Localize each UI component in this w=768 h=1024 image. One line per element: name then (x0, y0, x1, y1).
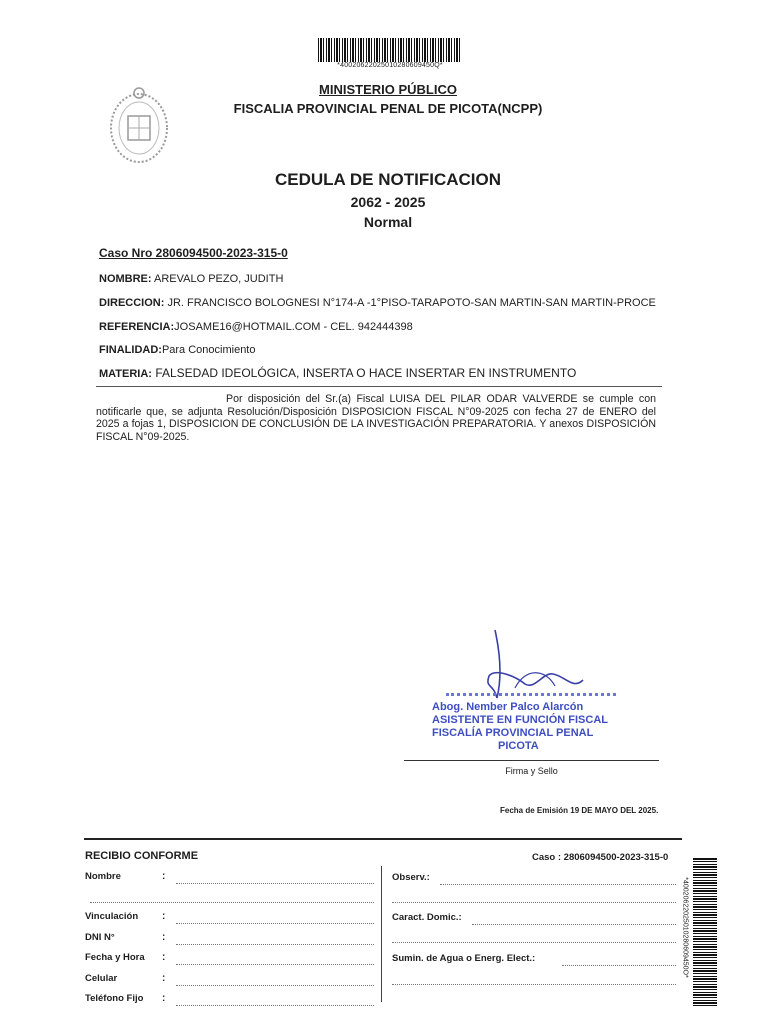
receipt-label-fecha-hora: Fecha y Hora (85, 952, 145, 963)
barcode-top (318, 38, 461, 62)
referencia-label: REFERENCIA: (99, 321, 175, 333)
materia-value: FALSEDAD IDEOLÓGICA, INSERTA O HACE INSERTAR EN INSTRUMENTO (155, 366, 577, 380)
nombre-label: NOMBRE: (99, 273, 152, 285)
field-referencia (99, 321, 413, 333)
stamp-line-4: PICOTA (498, 740, 539, 752)
receipt-label-observ: Observ.: (392, 872, 430, 883)
materia-label: MATERIA: (99, 368, 152, 380)
receipt-column-divider (381, 866, 382, 1002)
signature-line (404, 760, 659, 761)
direccion-value: JR. FRANCISCO BOLOGNESI N°174-A -1°PISO-TARAPOTO-SAN MARTIN-SAN MARTIN-PROCE (167, 297, 656, 309)
document-title: CEDULA DE NOTIFICACION (274, 170, 502, 189)
field-nombre (99, 273, 283, 285)
barcode-side-caption: *40020622025010280609450O* (681, 877, 689, 978)
direccion-label: DIRECCION: (99, 297, 165, 309)
stamp-line-1: Abog. Nember Palco Alarcón (432, 701, 584, 713)
field-direccion (99, 297, 677, 309)
colon: : (162, 973, 166, 984)
receipt-case: Caso : 2806094500-2023-315-0 (532, 852, 669, 863)
receipt-label-suministro: Sumin. de Agua o Energ. Elect.: (392, 953, 536, 964)
finalidad-label: FINALIDAD: (99, 344, 162, 356)
referencia-value: JOSAME16@HOTMAIL.COM - CEL. 942444398 (174, 321, 413, 333)
nombre-input-line-2[interactable] (90, 902, 374, 903)
receipt-label-telefono: Teléfono Fijo (85, 993, 144, 1004)
receipt-label-vinculacion: Vinculación (85, 911, 139, 922)
receipt-label-caract: Caract. Domic.: (392, 912, 462, 923)
barcode-caption: *40020622025010280609450Q* (337, 62, 443, 69)
signature-label: Firma y Sello (505, 766, 558, 776)
nombre-value: AREVALO PEZO, JUDITH (154, 273, 284, 285)
receipt-label-dni: DNI N° (85, 932, 115, 943)
office-name: FISCALIA PROVINCIAL PENAL DE PICOTA(NCPP) (233, 101, 543, 116)
case-number: Caso Nro 2806094500-2023-315-0 (99, 246, 288, 260)
receipt-label-nombre: Nombre (85, 871, 121, 882)
official-stamp (432, 693, 612, 753)
field-materia (99, 366, 576, 380)
vinculacion-input-line[interactable] (176, 923, 374, 924)
observ-input-line[interactable] (440, 884, 676, 885)
suministro-input-line[interactable] (562, 965, 676, 966)
dni-input-line[interactable] (176, 944, 374, 945)
barcode-side (693, 858, 717, 1006)
stamp-line-3: FISCALÍA PROVINCIAL PENAL (432, 727, 594, 739)
ministry-name: MINISTERIO PÚBLICO (319, 82, 457, 97)
colon: : (162, 911, 166, 922)
caract-input-line[interactable] (472, 924, 676, 925)
celular-input-line[interactable] (176, 985, 374, 986)
receipt-title: RECIBIO CONFORME (85, 850, 199, 862)
notification-body (96, 393, 656, 443)
receipt-label-celular: Celular (85, 973, 118, 984)
stamp-dots (446, 693, 616, 696)
colon: : (162, 932, 166, 943)
emission-date: Fecha de Emisión 19 DE MAYO DEL 2025. (500, 806, 659, 815)
divider (96, 386, 662, 387)
nombre-input-line[interactable] (176, 883, 374, 884)
finalidad-value: Para Conocimiento (161, 344, 256, 356)
suministro-input-line-2[interactable] (392, 984, 676, 985)
field-finalidad (99, 344, 256, 356)
receipt-separator (84, 838, 682, 840)
colon: : (162, 952, 166, 963)
telefono-input-line[interactable] (176, 1005, 374, 1006)
colon: : (162, 993, 166, 1004)
fecha-hora-input-line[interactable] (176, 964, 374, 965)
colon: : (162, 871, 166, 882)
caract-input-line-2[interactable] (392, 942, 676, 943)
observ-input-line-2[interactable] (392, 902, 676, 903)
document-number: 2062 - 2025 (350, 194, 426, 210)
notification-text: Por disposición del Sr.(a) Fiscal LUISA DEL PILAR ODAR VALVERDE se cumple con notificarle que, se adjunta Resolución/Disposición DISPOSICION FISCAL N°09-2025 con fecha 27 de ENERO del 2025 a fojas 1, DISPOSICION DE CONCLUSIÓN DE LA INVESTIGACIÓN PREPARATORIA. Y anexos DISPOSICIÓN FISCAL N°09-2025. (96, 393, 656, 443)
document-type: Normal (363, 214, 413, 230)
stamp-line-2: ASISTENTE EN FUNCIÓN FISCAL (432, 714, 609, 726)
